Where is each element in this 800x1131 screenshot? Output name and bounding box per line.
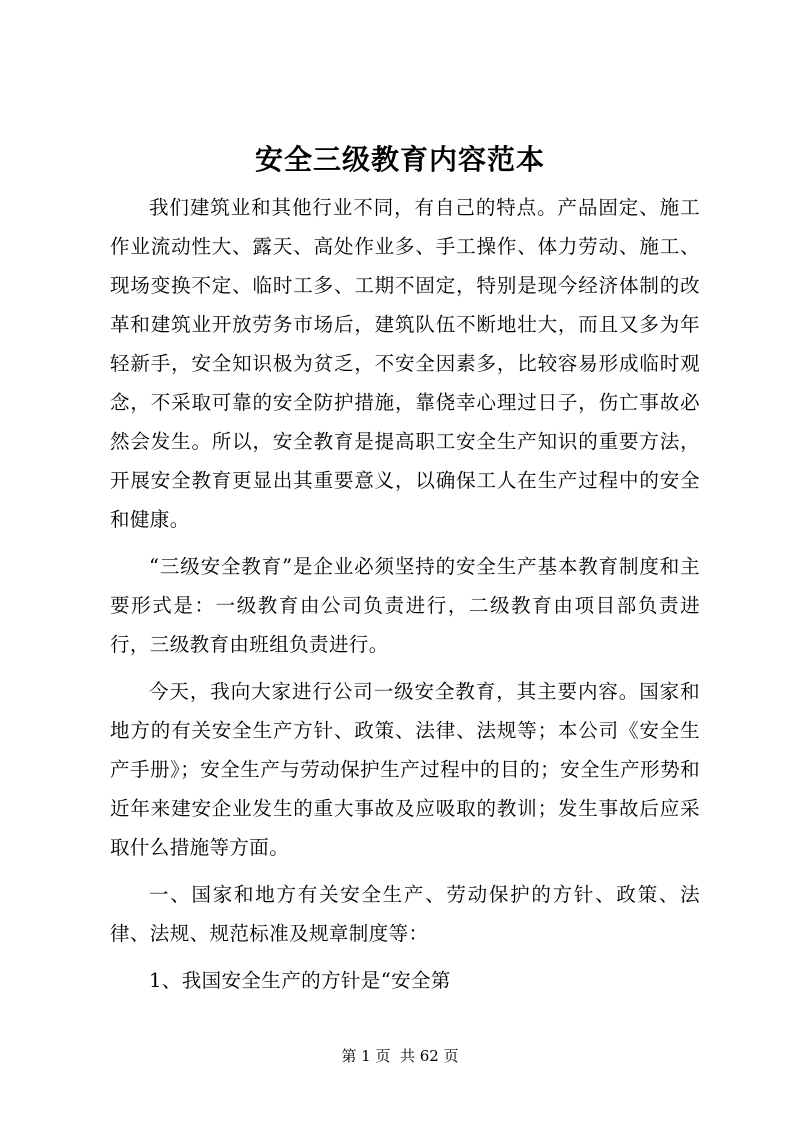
paragraph-section-one-heading: 一、国家和地方有关安全生产、劳动保护的方针、政策、法律、法规、规范标准及规章制度等： [110,883,700,945]
paragraph-company-level-content: 今天，我向大家进行公司一级安全教育，其主要内容。国家和地方的有关安全生产方针、政策、法律、法规等；本公司《安全生产手册》；安全生产与劳动保护生产过程中的目的；安全生产形势和近年来建安企业发生的重大事故及应吸取的教训；发生事故后应采取什么措施等方面。 [110,680,700,859]
paragraph-intro: 我们建筑业和其他行业不同，有自己的特点。产品固定、施工作业流动性大、露天、高处作业多、手工操作、体力劳动、施工、现场变换不定、临时工多、工期不固定，特别是现今经济体制的改革和建筑业开放劳务市场后，建筑队伍不断地壮大，而且又多为年轻新手，安全知识极为贫乏，不安全因素多，比较容易形成临时观念，不采取可靠的安全防护措施，靠侥幸心理过日子，伤亡事故必然会发生。所以，安全教育是提高职工安全生产知识的重要方法，开展安全教育更显出其重要意义，以确保工人在生产过程中的安全和健康。 [110,196,700,531]
document-body [110,188,700,1008]
document-title: 安全三级教育内容范本 [254,143,545,176]
page-number-label: 第 1 页 共 62 页 [341,1047,459,1065]
paragraph-three-level-definition: “三级安全教育”是企业必须坚持的安全生产基本教育制度和主要形式是：一级教育由公司负责进行，二级教育由项目部负责进行，三级教育由班组负责进行。 [110,555,700,656]
paragraph-item-one: 1、我国安全生产的方针是“安全第 [149,969,451,992]
page-footer [0,1045,800,1067]
